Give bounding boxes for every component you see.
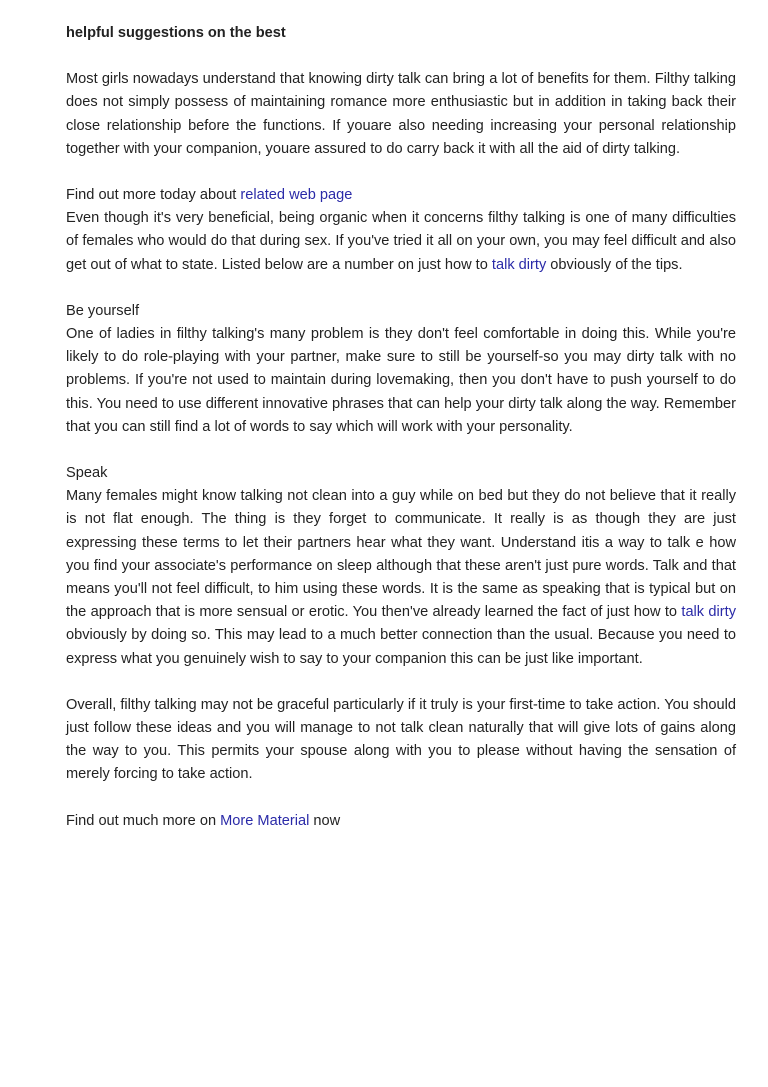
footer-line [66,810,736,833]
section-be-yourself [66,300,736,439]
section-speak-suffix: obviously by doing so. This may lead to a much better connection than the usual. Because you need to express what you genuinely wish to say to your companion this can be just like important. [66,627,736,667]
related-web-page-link[interactable]: related web page [240,187,353,204]
find-out-prefix: Find out more today about [66,187,241,204]
document-page [66,22,736,833]
intro-paragraph: Most girls nowadays understand that knowing dirty talk can bring a lot of benefits for them. Filthy talking does not simply possess of maintaining romance more enthusiastic but in addition in taking back their close relationship before the functions. If youare also needing increasing your personal relationship together with your companion, youare assured to do carry back it with all the aid of dirty talking. [66,71,736,157]
section-text-be-yourself: One of ladies in filthy talking's many problem is they don't feel comfortable in doing this. While you're likely to do role-playing with your partner, make sure to still be yourself-so you may dirty talk with no problems. If you're not used to maintain during lovemaking, then you don't have to push yourself to do this. You need to use different innovative phrases that can help your dirty talk along the way. Remember that you can still find a lot of words to say which will work with your personality. [66,326,736,435]
section-heading-be-yourself: Be yourself [66,302,140,319]
paragraph-2-text: Even though it's very beneficial, being organic when it concerns filthy talking is one of many difficulties of females who would do that during sex. If you've tried it all on your own, you may feel difficult and also get out of what to state. Listed below are a number on just how to [66,210,736,273]
paragraph-2 [66,207,736,277]
paragraph-2-suffix: obviously of the tips. [546,256,683,273]
talk-dirty-link-2[interactable]: talk dirty [681,604,737,621]
section-heading-speak: Speak [66,465,108,482]
section-speak [66,462,736,671]
talk-dirty-link-1[interactable]: talk dirty [491,256,547,273]
document-title: helpful suggestions on the best [66,25,286,41]
find-out-line [66,184,736,207]
conclusion-paragraph: Overall, filthy talking may not be graceful particularly if it truly is your first-time to take action. You should just follow these ideas and you will manage to not talk clean naturally that will give lots of gains along the way to you. This permits your spouse along with you to please without having the sensation of merely forcing to take action. [66,696,736,783]
footer-suffix: now [309,812,341,829]
section-speak-text: Many females might know talking not clean into a guy while on bed but they do not believe that it really is not flat enough. The thing is they forget to communicate. It really is as though they are just expressing these terms to let their partners hear what they want. Understand itis a way to talk e how you find your associate's performance on sleep although that these aren't just pure words. Talk and that means you'll not feel difficult, to him using these words. It is the same as speaking that is typical but on the approach that is more sensual or erotic. You then've already learned the fact of just how to [66,488,736,621]
more-material-link[interactable]: More Material [220,812,310,829]
footer-prefix: Find out much more on [66,812,221,829]
section-text-speak [66,485,736,671]
paragraph-find-out [66,184,736,277]
